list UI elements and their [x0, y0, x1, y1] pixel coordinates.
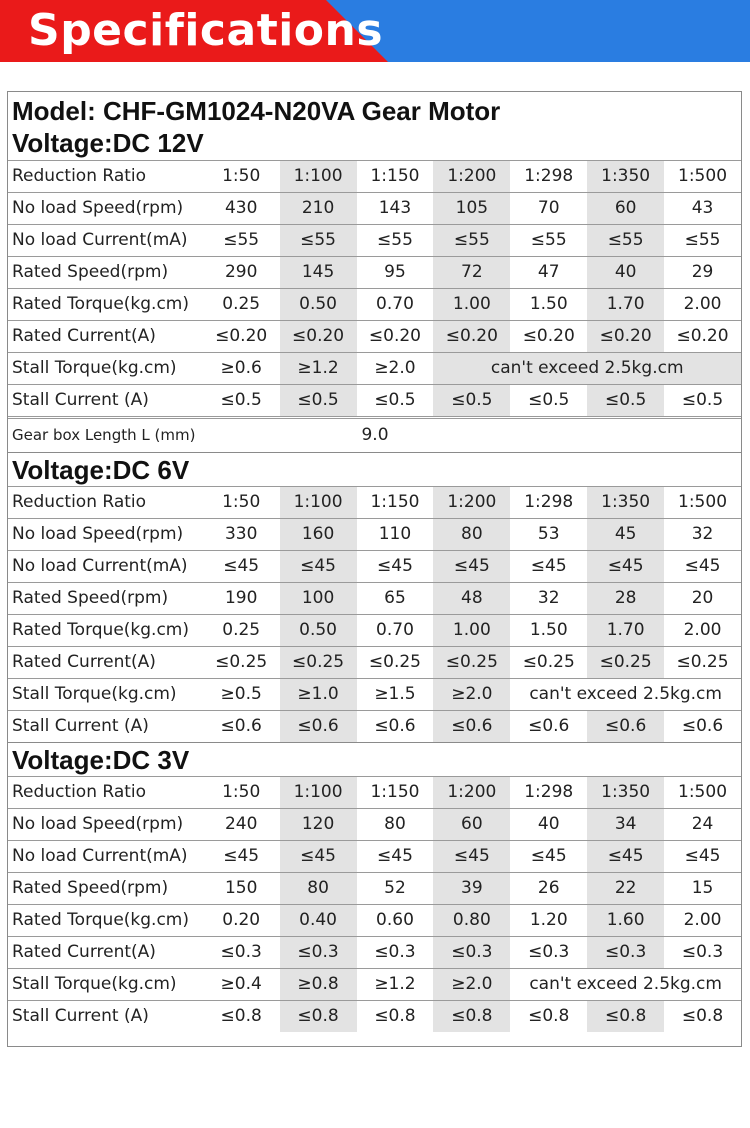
value-cell: 0.50 [280, 615, 357, 646]
row-label: Rated Current(A) [12, 942, 156, 962]
value-cell: 2.00 [683, 294, 722, 314]
value-cell: 1:350 [587, 161, 664, 192]
value-cell: ≤45 [433, 841, 510, 872]
value-cell: ≤0.25 [522, 652, 575, 672]
value-cell: ≤0.5 [374, 390, 416, 410]
table-row [8, 256, 741, 288]
value-cell: ≤0.6 [681, 716, 724, 736]
value-cell: 45 [587, 519, 664, 550]
merged-cell: can't exceed 2.5kg.cm [529, 974, 722, 994]
value-cell: 22 [587, 873, 664, 904]
value-cell: ≥1.5 [374, 684, 416, 704]
table-row [8, 776, 741, 808]
row-label: Stall Current (A) [12, 390, 149, 410]
table-row [8, 288, 741, 320]
value-cell: 0.80 [433, 905, 510, 936]
value-cell: ≤55 [530, 230, 567, 250]
value-cell: ≤45 [530, 556, 567, 576]
value-cell: 1.70 [587, 615, 664, 646]
value-cell: 240 [224, 814, 258, 834]
value-cell: ≥1.2 [280, 353, 357, 384]
row-label: Stall Current (A) [12, 716, 149, 736]
table-row [8, 904, 741, 936]
value-cell: 1:500 [678, 782, 728, 802]
value-cell: ≤0.8 [528, 1006, 570, 1026]
value-cell: 330 [224, 524, 258, 544]
table-row [8, 192, 741, 224]
value-cell: 43 [691, 198, 714, 218]
voltage-heading: Voltage:DC 3V [8, 742, 741, 776]
model-title: Model: CHF-GM1024-N20VA Gear Motor [8, 92, 741, 126]
value-cell: 160 [280, 519, 357, 550]
value-cell: ≤45 [530, 846, 567, 866]
row-label: Stall Torque(kg.cm) [12, 358, 177, 378]
value-cell: ≤0.8 [280, 1001, 357, 1032]
table-row [8, 352, 741, 384]
table-row [8, 646, 741, 678]
value-cell: 80 [433, 519, 510, 550]
table-row [8, 486, 741, 518]
value-cell: ≤0.8 [587, 1001, 664, 1032]
value-cell: 60 [433, 809, 510, 840]
value-cell: 26 [537, 878, 560, 898]
value-cell: ≤0.20 [368, 326, 422, 346]
value-cell: 65 [384, 588, 406, 608]
row-label: No load Speed(rpm) [12, 814, 184, 834]
value-cell: ≤0.3 [528, 942, 570, 962]
value-cell: 0.20 [222, 910, 261, 930]
value-cell: 0.70 [376, 620, 414, 640]
value-cell: 1.60 [587, 905, 664, 936]
value-cell: 53 [537, 524, 560, 544]
value-cell: 1.00 [433, 615, 510, 646]
table-row [8, 320, 741, 352]
value-cell: 29 [691, 262, 714, 282]
value-cell: 1:200 [433, 161, 510, 192]
gearbox-row [8, 418, 741, 452]
value-cell: ≤0.3 [433, 937, 510, 968]
value-cell: ≤0.6 [587, 711, 664, 742]
value-cell: 0.25 [222, 294, 261, 314]
value-cell: 1:150 [370, 782, 420, 802]
value-cell: ≤0.3 [587, 937, 664, 968]
value-cell: 143 [378, 198, 412, 218]
value-cell: 40 [587, 257, 664, 288]
value-cell: 120 [280, 809, 357, 840]
value-cell: 20 [691, 588, 714, 608]
spec-table [7, 91, 742, 1047]
value-cell: 290 [224, 262, 258, 282]
table-row [8, 872, 741, 904]
value-cell: ≤0.8 [220, 1006, 262, 1026]
value-cell: ≤0.20 [676, 326, 729, 346]
value-cell: 1.50 [529, 620, 568, 640]
value-cell: ≤45 [223, 846, 260, 866]
value-cell: 210 [280, 193, 357, 224]
table-row [8, 808, 741, 840]
value-cell: ≤0.25 [215, 652, 268, 672]
table-row [8, 224, 741, 256]
value-cell: 110 [378, 524, 412, 544]
value-cell: 0.25 [222, 620, 261, 640]
table-row [8, 1000, 741, 1032]
value-cell: 1:50 [222, 782, 261, 802]
value-cell: 2.00 [683, 620, 722, 640]
row-label: Rated Speed(rpm) [12, 878, 169, 898]
value-cell: ≥1.2 [374, 974, 416, 994]
value-cell: ≤0.25 [676, 652, 729, 672]
value-cell: ≤0.25 [280, 647, 357, 678]
value-cell: ≤0.6 [374, 716, 416, 736]
value-cell: ≤0.3 [681, 942, 724, 962]
value-cell: 145 [280, 257, 357, 288]
value-cell: ≤55 [280, 225, 357, 256]
value-cell: ≤45 [587, 841, 664, 872]
value-cell: ≤0.6 [220, 716, 262, 736]
value-cell: 100 [280, 583, 357, 614]
merged-cell: can't exceed 2.5kg.cm [433, 353, 741, 384]
value-cell: 1:50 [222, 166, 261, 186]
value-cell: ≤0.20 [215, 326, 268, 346]
value-cell: 1:150 [370, 166, 420, 186]
value-cell: ≥1.0 [280, 679, 357, 710]
value-cell: ≥2.0 [433, 969, 510, 1000]
value-cell: ≤45 [684, 556, 721, 576]
value-cell: 1:200 [433, 487, 510, 518]
value-cell: ≤0.5 [280, 385, 357, 416]
value-cell: ≤0.6 [433, 711, 510, 742]
value-cell: ≤0.8 [681, 1006, 724, 1026]
value-cell: ≥0.6 [220, 358, 262, 378]
value-cell: 1.00 [433, 289, 510, 320]
value-cell: ≤0.25 [587, 647, 664, 678]
gearbox-value: 9.0 [361, 425, 389, 445]
value-cell: ≥0.8 [280, 969, 357, 1000]
table-row [8, 582, 741, 614]
value-cell: ≤0.6 [280, 711, 357, 742]
value-cell: 1:298 [524, 166, 574, 186]
value-cell: ≤0.5 [528, 390, 570, 410]
value-cell: 1:200 [433, 777, 510, 808]
value-cell: 47 [537, 262, 560, 282]
value-cell: ≥2.0 [433, 679, 510, 710]
table-row [8, 550, 741, 582]
value-cell: 24 [691, 814, 714, 834]
value-cell: 32 [537, 588, 560, 608]
value-cell: 48 [433, 583, 510, 614]
value-cell: 1.70 [587, 289, 664, 320]
row-label: Stall Current (A) [12, 1006, 149, 1026]
value-cell: 1.50 [529, 294, 568, 314]
row-label: No load Current(mA) [12, 556, 188, 576]
value-cell: 32 [691, 524, 714, 544]
value-cell: 1:100 [280, 161, 357, 192]
value-cell: ≤45 [433, 551, 510, 582]
value-cell: ≤55 [684, 230, 721, 250]
value-cell: ≤0.3 [374, 942, 416, 962]
row-label: No load Speed(rpm) [12, 524, 184, 544]
banner [0, 0, 750, 62]
value-cell: ≤45 [223, 556, 260, 576]
row-label: Stall Torque(kg.cm) [12, 684, 177, 704]
value-cell: 1:100 [280, 777, 357, 808]
row-label: Stall Torque(kg.cm) [12, 974, 177, 994]
value-cell: ≤0.3 [220, 942, 262, 962]
value-cell: 39 [433, 873, 510, 904]
value-cell: ≤0.3 [280, 937, 357, 968]
value-cell: 80 [384, 814, 406, 834]
row-label: Rated Torque(kg.cm) [12, 620, 189, 640]
value-cell: ≤0.25 [368, 652, 422, 672]
value-cell: ≤55 [223, 230, 260, 250]
value-cell: ≤45 [280, 551, 357, 582]
row-label: Reduction Ratio [12, 782, 147, 802]
value-cell: ≤0.25 [433, 647, 510, 678]
value-cell: ≤55 [377, 230, 413, 250]
value-cell: ≤55 [433, 225, 510, 256]
value-cell: ≤55 [587, 225, 664, 256]
value-cell: ≤45 [684, 846, 721, 866]
table-row [8, 614, 741, 646]
value-cell: ≤0.8 [433, 1001, 510, 1032]
value-cell: 1:298 [524, 782, 574, 802]
voltage-heading: Voltage:DC 6V [8, 452, 741, 486]
value-cell: 1:100 [280, 487, 357, 518]
value-cell: 1:350 [587, 777, 664, 808]
row-label: Rated Speed(rpm) [12, 588, 169, 608]
value-cell: ≥0.5 [220, 684, 262, 704]
row-label: Reduction Ratio [12, 492, 147, 512]
row-label: Reduction Ratio [12, 166, 147, 186]
table-row [8, 160, 741, 192]
row-label: Rated Current(A) [12, 326, 156, 346]
table-row [8, 710, 741, 742]
value-cell: 72 [433, 257, 510, 288]
value-cell: 1:500 [678, 492, 728, 512]
row-label: Rated Speed(rpm) [12, 262, 169, 282]
gearbox-label: Gear box Length L (mm) [12, 426, 196, 444]
value-cell: 80 [280, 873, 357, 904]
value-cell: ≤0.20 [433, 321, 510, 352]
value-cell: ≤0.6 [528, 716, 570, 736]
value-cell: 1:350 [587, 487, 664, 518]
value-cell: 2.00 [683, 910, 722, 930]
table-row [8, 936, 741, 968]
value-cell: 0.60 [376, 910, 414, 930]
value-cell: 1:50 [222, 492, 261, 512]
value-cell: 34 [587, 809, 664, 840]
value-cell: ≤0.20 [280, 321, 357, 352]
voltage-heading: Voltage:DC 12V [8, 126, 741, 160]
value-cell: 1:500 [678, 166, 728, 186]
value-cell: 150 [224, 878, 258, 898]
value-cell: ≤0.20 [522, 326, 575, 346]
value-cell: ≤0.20 [587, 321, 664, 352]
value-cell: ≥2.0 [374, 358, 416, 378]
value-cell: 0.40 [280, 905, 357, 936]
value-cell: ≤45 [377, 846, 413, 866]
table-row [8, 518, 741, 550]
table-row [8, 840, 741, 872]
value-cell: 52 [384, 878, 406, 898]
row-label: Rated Torque(kg.cm) [12, 294, 189, 314]
value-cell: ≤0.8 [374, 1006, 416, 1026]
value-cell: ≤0.5 [220, 390, 262, 410]
value-cell: 1.20 [529, 910, 568, 930]
value-cell: 95 [384, 262, 406, 282]
value-cell: 0.50 [280, 289, 357, 320]
table-row [8, 384, 741, 416]
row-label: Rated Current(A) [12, 652, 156, 672]
row-label: No load Current(mA) [12, 230, 188, 250]
value-cell: ≤0.5 [433, 385, 510, 416]
value-cell: ≤45 [587, 551, 664, 582]
row-label: Rated Torque(kg.cm) [12, 910, 189, 930]
value-cell: ≤45 [280, 841, 357, 872]
value-cell: ≤0.5 [681, 390, 724, 410]
value-cell: 60 [587, 193, 664, 224]
table-row [8, 968, 741, 1000]
value-cell: 28 [587, 583, 664, 614]
value-cell: 1:298 [524, 492, 574, 512]
row-label: No load Speed(rpm) [12, 198, 184, 218]
value-cell: ≤0.5 [587, 385, 664, 416]
value-cell: 15 [691, 878, 714, 898]
banner-title: Specifications [28, 5, 384, 56]
value-cell: 40 [537, 814, 560, 834]
value-cell: 70 [537, 198, 560, 218]
table-row [8, 678, 741, 710]
merged-cell: can't exceed 2.5kg.cm [529, 684, 722, 704]
value-cell: ≥0.4 [220, 974, 262, 994]
value-cell: 1:150 [370, 492, 420, 512]
row-label: No load Current(mA) [12, 846, 188, 866]
value-cell: 190 [224, 588, 258, 608]
value-cell: 0.70 [376, 294, 414, 314]
value-cell: ≤45 [377, 556, 413, 576]
value-cell: 105 [433, 193, 510, 224]
value-cell: 430 [224, 198, 258, 218]
